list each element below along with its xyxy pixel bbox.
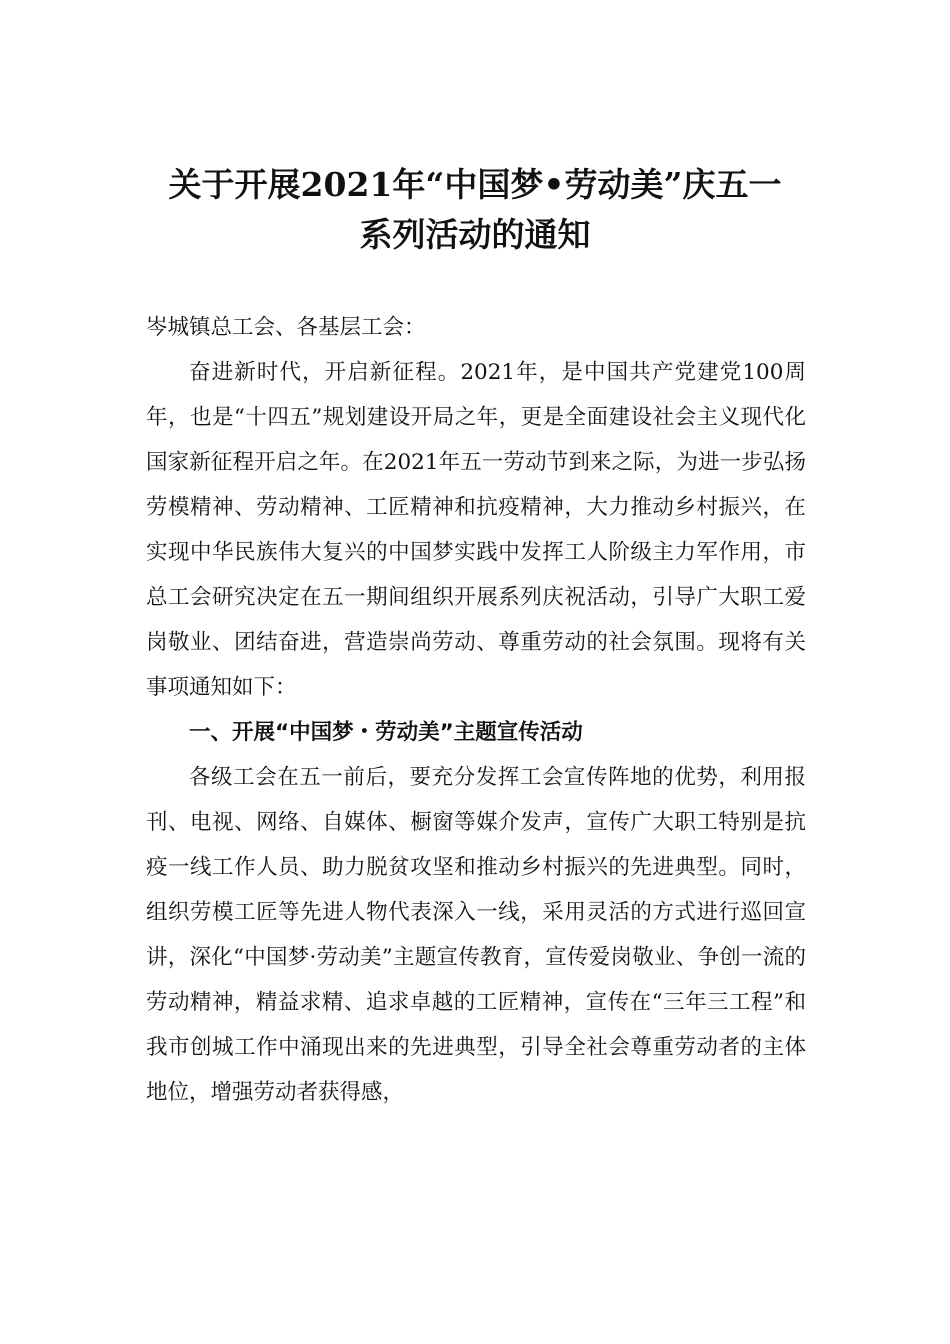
document-title-line-1: 关于开展2021年“中国梦•劳动美”庆五一 (168, 165, 782, 204)
salutation: 岑城镇总工会、各基层工会： (146, 315, 426, 340)
document-title (120, 160, 830, 260)
document-title-line-2: 系列活动的通知 (359, 215, 591, 254)
document-body (146, 305, 806, 1115)
section-1-heading: 一、开展“中国梦・劳动美”主题宣传活动 (189, 720, 583, 745)
intro-paragraph: 奋进新时代，开启新征程。2021年，是中国共产党建党100周年，也是“十四五”规划建设开局之年，更是全面建设社会主义现代化国家新征程开启之年。在2021年五一劳动节到来之际，为进一步弘扬劳模精神、劳动精神、工匠精神和抗疫精神，大力推动乡村振兴，在实现中华民族伟大复兴的中国梦实践中发挥工人阶级主力军作用，市总工会研究决定在五一期间组织开展系列庆祝活动，引导广大职工爱岗敬业、团结奋进，营造崇尚劳动、尊重劳动的社会氛围。现将有关事项通知如下： (146, 360, 806, 700)
section-1-paragraph: 各级工会在五一前后，要充分发挥工会宣传阵地的优势，利用报刊、电视、网络、自媒体、橱窗等媒介发声，宣传广大职工特别是抗疫一线工作人员、助力脱贫攻坚和推动乡村振兴的先进典型。同时，组织劳模工匠等先进人物代表深入一线，采用灵活的方式进行巡回宣讲，深化“中国梦·劳动美”主题宣传教育，宣传爱岗敬业、争创一流的劳动精神，精益求精、追求卓越的工匠精神，宣传在“三年三工程”和我市创城工作中涌现出来的先进典型，引导全社会尊重劳动者的主体地位，增强劳动者获得感， (146, 765, 806, 1105)
